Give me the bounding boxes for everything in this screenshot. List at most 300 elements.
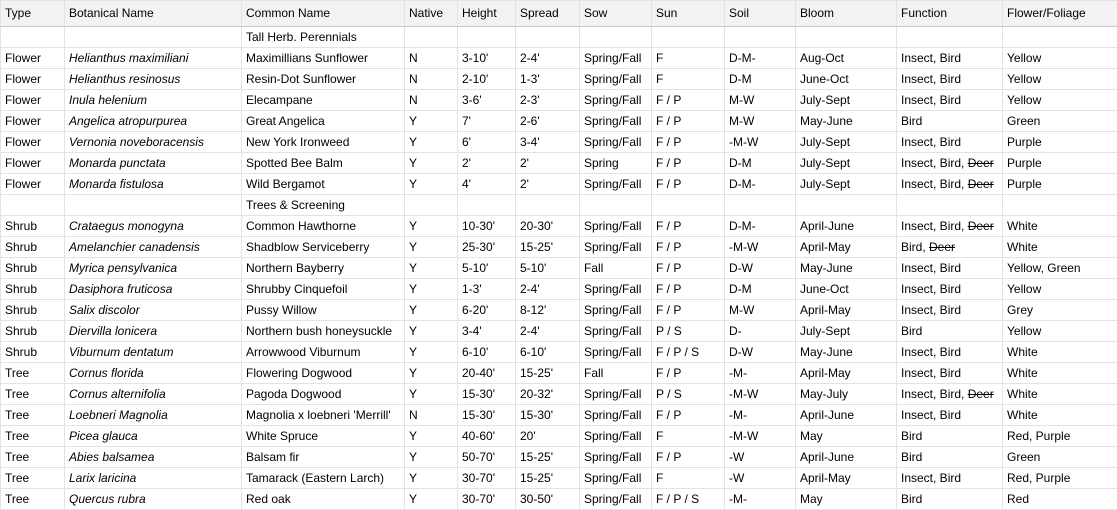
cell-spread[interactable]: 30-50' [516,489,580,510]
cell-common-name[interactable]: Northern bush honeysuckle [242,321,405,342]
cell-native[interactable]: Y [405,363,458,384]
header-spread[interactable]: Spread [516,1,580,27]
cell-height[interactable]: 2' [458,153,516,174]
cell-bloom[interactable]: April-May [796,237,897,258]
cell-common-name[interactable]: Wild Bergamot [242,174,405,195]
cell-native[interactable]: Y [405,258,458,279]
cell-function[interactable] [897,342,1003,363]
empty-cell[interactable] [65,195,242,216]
cell-bloom[interactable]: April-May [796,363,897,384]
cell-common-name[interactable]: Spotted Bee Balm [242,153,405,174]
cell-function[interactable] [897,174,1003,195]
function-text: Bird [901,324,923,338]
cell-function[interactable] [897,69,1003,90]
cell-flower-foliage[interactable]: Yellow [1003,321,1117,342]
cell-type[interactable]: Tree [1,384,65,405]
cell-sun[interactable]: F / P [652,300,725,321]
cell-flower-foliage[interactable]: White [1003,405,1117,426]
cell-native[interactable]: Y [405,153,458,174]
cell-height[interactable]: 6-20' [458,300,516,321]
cell-bloom[interactable]: July-Sept [796,132,897,153]
cell-bloom[interactable]: May [796,426,897,447]
cell-bloom[interactable]: May [796,489,897,510]
cell-botanical-name[interactable]: Abies balsamea [65,447,242,468]
cell-type[interactable]: Tree [1,489,65,510]
empty-cell[interactable] [580,195,652,216]
cell-common-name[interactable]: Great Angelica [242,111,405,132]
empty-cell[interactable] [458,195,516,216]
cell-soil[interactable]: -M-W [725,132,796,153]
cell-sow[interactable]: Spring/Fall [580,132,652,153]
cell-function[interactable] [897,237,1003,258]
empty-cell[interactable] [1,27,65,48]
cell-flower-foliage[interactable]: Grey [1003,300,1117,321]
cell-function[interactable] [897,426,1003,447]
cell-soil[interactable]: D-W [725,258,796,279]
cell-spread[interactable]: 2-4' [516,321,580,342]
cell-sun[interactable]: F / P [652,447,725,468]
cell-common-name[interactable]: Flowering Dogwood [242,363,405,384]
cell-native[interactable]: Y [405,132,458,153]
cell-type[interactable]: Tree [1,363,65,384]
cell-flower-foliage[interactable]: Red, Purple [1003,426,1117,447]
function-text: Bird [901,114,923,128]
cell-sow[interactable]: Spring/Fall [580,447,652,468]
cell-sun[interactable]: F [652,426,725,447]
cell-sow[interactable]: Spring/Fall [580,216,652,237]
cell-common-name[interactable]: Red oak [242,489,405,510]
cell-spread[interactable]: 2-4' [516,48,580,69]
cell-flower-foliage[interactable]: White [1003,384,1117,405]
cell-bloom[interactable]: July-Sept [796,153,897,174]
cell-type[interactable]: Tree [1,447,65,468]
cell-sun[interactable]: F / P [652,111,725,132]
cell-flower-foliage[interactable]: White [1003,237,1117,258]
cell-botanical-name[interactable]: Larix laricina [65,468,242,489]
cell-native[interactable]: N [405,405,458,426]
cell-sun[interactable]: F / P [652,258,725,279]
cell-bloom[interactable]: May-July [796,384,897,405]
function-text: Bird, [901,240,930,254]
cell-function[interactable] [897,321,1003,342]
empty-cell[interactable] [897,27,1003,48]
cell-height[interactable]: 3-6' [458,90,516,111]
header-native[interactable]: Native [405,1,458,27]
cell-type[interactable]: Tree [1,468,65,489]
cell-sow[interactable]: Spring/Fall [580,342,652,363]
cell-common-name[interactable]: Elecampane [242,90,405,111]
cell-height[interactable]: 6' [458,132,516,153]
cell-height[interactable]: 5-10' [458,258,516,279]
cell-soil[interactable]: M-W [725,90,796,111]
table-row [1,384,1117,405]
header-soil[interactable]: Soil [725,1,796,27]
section-row [1,195,1117,216]
cell-type[interactable]: Shrub [1,279,65,300]
empty-cell[interactable] [796,195,897,216]
cell-function[interactable] [897,489,1003,510]
header-common-name[interactable]: Common Name [242,1,405,27]
cell-function[interactable] [897,405,1003,426]
cell-common-name[interactable]: Tamarack (Eastern Larch) [242,468,405,489]
cell-botanical-name[interactable]: Picea glauca [65,426,242,447]
cell-height[interactable]: 1-3' [458,279,516,300]
cell-function[interactable] [897,48,1003,69]
header-bloom[interactable]: Bloom [796,1,897,27]
cell-spread[interactable]: 2-4' [516,279,580,300]
cell-soil[interactable]: -M-W [725,237,796,258]
empty-cell[interactable] [405,27,458,48]
empty-cell[interactable] [65,27,242,48]
cell-native[interactable]: Y [405,384,458,405]
cell-height[interactable]: 25-30' [458,237,516,258]
cell-botanical-name[interactable]: Crataegus monogyna [65,216,242,237]
cell-spread[interactable]: 15-30' [516,405,580,426]
cell-height[interactable]: 4' [458,174,516,195]
cell-sow[interactable]: Spring/Fall [580,111,652,132]
cell-spread[interactable]: 20' [516,426,580,447]
cell-sun[interactable]: F / P / S [652,489,725,510]
cell-common-name[interactable]: Magnolia x loebneri 'Merrill' [242,405,405,426]
cell-bloom[interactable]: April-May [796,300,897,321]
cell-spread[interactable]: 20-30' [516,216,580,237]
cell-flower-foliage[interactable]: Red, Purple [1003,468,1117,489]
cell-soil[interactable]: M-W [725,300,796,321]
cell-soil[interactable]: D-M [725,69,796,90]
cell-native[interactable]: N [405,69,458,90]
cell-spread[interactable]: 2-6' [516,111,580,132]
empty-cell[interactable] [725,27,796,48]
cell-type[interactable]: Tree [1,405,65,426]
cell-sow[interactable]: Spring/Fall [580,426,652,447]
cell-sow[interactable]: Spring [580,153,652,174]
cell-native[interactable]: Y [405,321,458,342]
cell-flower-foliage[interactable]: Red [1003,489,1117,510]
cell-sow[interactable]: Spring/Fall [580,279,652,300]
cell-sun[interactable]: F / P [652,132,725,153]
function-text: Insect, Bird, [901,387,968,401]
cell-type[interactable]: Flower [1,132,65,153]
cell-bloom[interactable]: April-May [796,468,897,489]
cell-type[interactable]: Shrub [1,237,65,258]
cell-soil[interactable]: -W [725,468,796,489]
cell-type[interactable]: Flower [1,90,65,111]
cell-flower-foliage[interactable]: Green [1003,447,1117,468]
empty-cell[interactable] [458,27,516,48]
cell-flower-foliage[interactable]: White [1003,216,1117,237]
cell-native[interactable]: Y [405,489,458,510]
function-text: Insect, Bird [901,261,962,275]
empty-cell[interactable] [1,195,65,216]
cell-type[interactable]: Shrub [1,258,65,279]
cell-common-name[interactable]: Shadblow Serviceberry [242,237,405,258]
table-row [1,237,1117,258]
cell-spread[interactable]: 5-10' [516,258,580,279]
cell-native[interactable]: Y [405,426,458,447]
header-height[interactable]: Height [458,1,516,27]
cell-sow[interactable]: Spring/Fall [580,237,652,258]
cell-type[interactable]: Flower [1,48,65,69]
cell-common-name[interactable]: Resin-Dot Sunflower [242,69,405,90]
cell-bloom[interactable]: Aug-Oct [796,48,897,69]
cell-type[interactable]: Flower [1,153,65,174]
cell-native[interactable]: Y [405,174,458,195]
empty-cell[interactable] [897,195,1003,216]
cell-function[interactable] [897,216,1003,237]
cell-spread[interactable]: 15-25' [516,237,580,258]
cell-native[interactable]: N [405,48,458,69]
cell-spread[interactable]: 2' [516,153,580,174]
header-botanical-name[interactable]: Botanical Name [65,1,242,27]
cell-native[interactable]: Y [405,216,458,237]
cell-soil[interactable]: -M- [725,489,796,510]
cell-common-name[interactable]: Pussy Willow [242,300,405,321]
cell-flower-foliage[interactable]: Purple [1003,174,1117,195]
cell-bloom[interactable]: May-June [796,258,897,279]
cell-botanical-name[interactable]: Helianthus maximiliani [65,48,242,69]
cell-sun[interactable]: F / P [652,216,725,237]
cell-bloom[interactable]: June-Oct [796,279,897,300]
cell-sow[interactable]: Spring/Fall [580,48,652,69]
cell-sow[interactable]: Spring/Fall [580,405,652,426]
cell-spread[interactable]: 8-12' [516,300,580,321]
cell-flower-foliage[interactable]: Yellow [1003,90,1117,111]
cell-type[interactable]: Flower [1,111,65,132]
cell-height[interactable]: 30-70' [458,468,516,489]
cell-height[interactable]: 10-30' [458,216,516,237]
cell-sow[interactable]: Spring/Fall [580,300,652,321]
cell-soil[interactable]: M-W [725,111,796,132]
cell-function[interactable] [897,132,1003,153]
cell-botanical-name[interactable]: Myrica pensylvanica [65,258,242,279]
cell-sow[interactable]: Spring/Fall [580,468,652,489]
cell-spread[interactable]: 15-25' [516,468,580,489]
cell-spread[interactable]: 2' [516,174,580,195]
cell-soil[interactable]: -M-W [725,426,796,447]
header-function[interactable]: Function [897,1,1003,27]
cell-type[interactable]: Shrub [1,321,65,342]
cell-type[interactable]: Shrub [1,342,65,363]
cell-soil[interactable]: D-M- [725,216,796,237]
empty-cell[interactable] [652,27,725,48]
cell-flower-foliage[interactable]: Purple [1003,153,1117,174]
cell-common-name[interactable]: Common Hawthorne [242,216,405,237]
cell-height[interactable]: 2-10' [458,69,516,90]
cell-sun[interactable]: F [652,69,725,90]
function-text: Insect, Bird [901,282,962,296]
cell-native[interactable]: Y [405,300,458,321]
cell-height[interactable]: 3-4' [458,321,516,342]
cell-sun[interactable]: F / P [652,90,725,111]
cell-type[interactable]: Flower [1,69,65,90]
cell-height[interactable]: 15-30' [458,384,516,405]
cell-height[interactable]: 50-70' [458,447,516,468]
cell-function[interactable] [897,468,1003,489]
cell-sow[interactable]: Spring/Fall [580,384,652,405]
section-title[interactable]: Tall Herb. Perennials [242,27,405,48]
cell-flower-foliage[interactable]: White [1003,363,1117,384]
cell-function[interactable] [897,90,1003,111]
cell-native[interactable]: Y [405,237,458,258]
empty-cell[interactable] [796,27,897,48]
cell-common-name[interactable]: Northern Bayberry [242,258,405,279]
header-sow[interactable]: Sow [580,1,652,27]
cell-height[interactable]: 6-10' [458,342,516,363]
cell-sow[interactable]: Spring/Fall [580,489,652,510]
cell-sow[interactable]: Spring/Fall [580,321,652,342]
cell-flower-foliage[interactable]: Yellow [1003,69,1117,90]
cell-function[interactable] [897,111,1003,132]
cell-height[interactable]: 20-40' [458,363,516,384]
cell-botanical-name[interactable]: Salix discolor [65,300,242,321]
cell-function[interactable] [897,258,1003,279]
cell-bloom[interactable]: July-Sept [796,90,897,111]
cell-soil[interactable]: D- [725,321,796,342]
cell-type[interactable]: Tree [1,426,65,447]
cell-sun[interactable]: F / P [652,279,725,300]
cell-botanical-name[interactable]: Monarda punctata [65,153,242,174]
cell-sow[interactable]: Fall [580,258,652,279]
cell-soil[interactable]: D-M- [725,174,796,195]
cell-botanical-name[interactable]: Angelica atropurpurea [65,111,242,132]
cell-soil[interactable]: D-M- [725,48,796,69]
cell-function[interactable] [897,279,1003,300]
cell-botanical-name[interactable]: Viburnum dentatum [65,342,242,363]
cell-botanical-name[interactable]: Inula helenium [65,90,242,111]
empty-cell[interactable] [1003,195,1117,216]
cell-type[interactable]: Shrub [1,300,65,321]
cell-sun[interactable]: F / P [652,363,725,384]
function-text: Insect, Bird [901,135,962,149]
cell-common-name[interactable]: White Spruce [242,426,405,447]
cell-common-name[interactable]: Pagoda Dogwood [242,384,405,405]
cell-native[interactable]: Y [405,342,458,363]
cell-function[interactable] [897,363,1003,384]
cell-sun[interactable]: F / P [652,237,725,258]
empty-cell[interactable] [1003,27,1117,48]
cell-common-name[interactable]: New York Ironweed [242,132,405,153]
cell-common-name[interactable]: Balsam fir [242,447,405,468]
cell-botanical-name[interactable]: Dasiphora fruticosa [65,279,242,300]
cell-botanical-name[interactable]: Amelanchier canadensis [65,237,242,258]
empty-cell[interactable] [652,195,725,216]
function-text: Insect, Bird [901,51,962,65]
cell-flower-foliage[interactable]: Green [1003,111,1117,132]
cell-type[interactable]: Shrub [1,216,65,237]
cell-soil[interactable]: -M- [725,363,796,384]
cell-common-name[interactable]: Maximillians Sunflower [242,48,405,69]
cell-soil[interactable]: -W [725,447,796,468]
cell-bloom[interactable]: July-Sept [796,174,897,195]
cell-type[interactable]: Flower [1,174,65,195]
cell-native[interactable]: Y [405,279,458,300]
cell-sun[interactable]: F / P [652,174,725,195]
cell-sow[interactable]: Spring/Fall [580,69,652,90]
cell-native[interactable]: Y [405,447,458,468]
cell-common-name[interactable]: Shrubby Cinquefoil [242,279,405,300]
cell-sun[interactable]: P / S [652,384,725,405]
cell-botanical-name[interactable]: Monarda fistulosa [65,174,242,195]
cell-sun[interactable]: F / P / S [652,342,725,363]
cell-flower-foliage[interactable]: White [1003,342,1117,363]
cell-sun[interactable]: F [652,48,725,69]
cell-spread[interactable]: 20-32' [516,384,580,405]
header-flower-foliage[interactable]: Flower/Foliage [1003,1,1117,27]
cell-height[interactable]: 40-60' [458,426,516,447]
cell-botanical-name[interactable]: Quercus rubra [65,489,242,510]
cell-native[interactable]: Y [405,111,458,132]
cell-common-name[interactable]: Arrowwood Viburnum [242,342,405,363]
cell-height[interactable]: 15-30' [458,405,516,426]
cell-bloom[interactable]: July-Sept [796,321,897,342]
cell-soil[interactable]: D-M [725,153,796,174]
cell-height[interactable]: 7' [458,111,516,132]
section-title[interactable]: Trees & Screening [242,195,405,216]
empty-cell[interactable] [725,195,796,216]
cell-bloom[interactable]: April-June [796,405,897,426]
cell-botanical-name[interactable]: Helianthus resinosus [65,69,242,90]
cell-bloom[interactable]: May-June [796,342,897,363]
cell-spread[interactable]: 2-3' [516,90,580,111]
cell-flower-foliage[interactable]: Yellow [1003,279,1117,300]
cell-bloom[interactable]: April-June [796,216,897,237]
cell-botanical-name[interactable]: Diervilla lonicera [65,321,242,342]
cell-spread[interactable]: 1-3' [516,69,580,90]
cell-native[interactable]: Y [405,468,458,489]
cell-sow[interactable]: Spring/Fall [580,90,652,111]
cell-function[interactable] [897,153,1003,174]
cell-spread[interactable]: 15-25' [516,447,580,468]
cell-sun[interactable]: F / P [652,405,725,426]
cell-flower-foliage[interactable]: Yellow [1003,48,1117,69]
header-sun[interactable]: Sun [652,1,725,27]
cell-function[interactable] [897,447,1003,468]
function-text: Bird [901,450,923,464]
cell-flower-foliage[interactable]: Purple [1003,132,1117,153]
empty-cell[interactable] [580,27,652,48]
cell-sow[interactable]: Spring/Fall [580,174,652,195]
cell-native[interactable]: N [405,90,458,111]
cell-bloom[interactable]: May-June [796,111,897,132]
empty-cell[interactable] [516,27,580,48]
cell-height[interactable]: 3-10' [458,48,516,69]
empty-cell[interactable] [516,195,580,216]
cell-sun[interactable]: F [652,468,725,489]
cell-spread[interactable]: 15-25' [516,363,580,384]
cell-sun[interactable]: F / P [652,153,725,174]
cell-function[interactable] [897,384,1003,405]
cell-botanical-name[interactable]: Cornus alternifolia [65,384,242,405]
cell-botanical-name[interactable]: Vernonia noveboracensis [65,132,242,153]
cell-flower-foliage[interactable]: Yellow, Green [1003,258,1117,279]
cell-spread[interactable]: 3-4' [516,132,580,153]
cell-soil[interactable]: -M-W [725,384,796,405]
cell-botanical-name[interactable]: Cornus florida [65,363,242,384]
cell-soil[interactable]: -M- [725,405,796,426]
cell-spread[interactable]: 6-10' [516,342,580,363]
empty-cell[interactable] [405,195,458,216]
cell-soil[interactable]: D-M [725,279,796,300]
cell-function[interactable] [897,300,1003,321]
cell-sun[interactable]: P / S [652,321,725,342]
cell-bloom[interactable]: April-June [796,447,897,468]
cell-bloom[interactable]: June-Oct [796,69,897,90]
cell-soil[interactable]: D-W [725,342,796,363]
header-type[interactable]: Type [1,1,65,27]
cell-sow[interactable]: Fall [580,363,652,384]
cell-botanical-name[interactable]: Loebneri Magnolia [65,405,242,426]
cell-height[interactable]: 30-70' [458,489,516,510]
